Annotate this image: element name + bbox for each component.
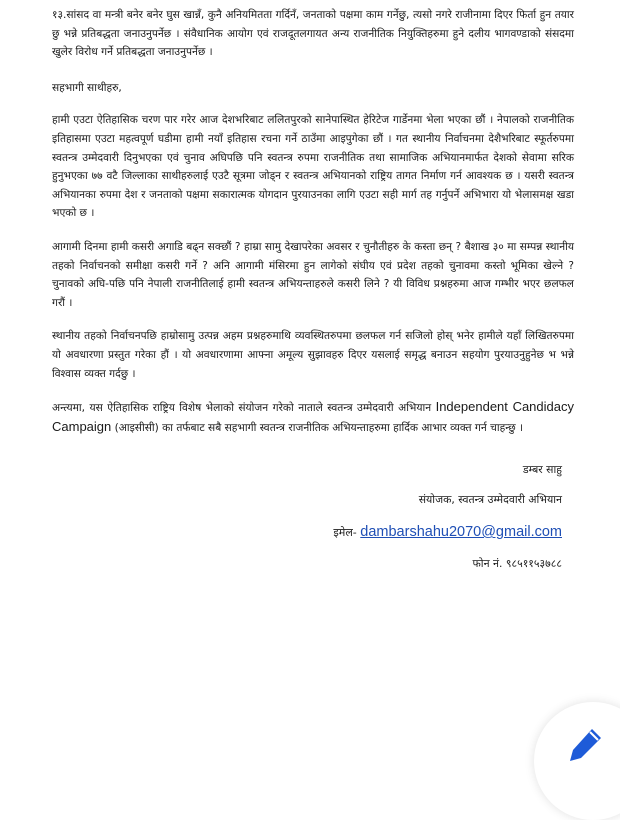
paragraph-concept: स्थानीय तहको निर्वाचनपछि हाम्रोसामु उत्पन्न अहम प्रश्नहरुमाथि व्यवस्थितरुपमा छलफल गर्न सजिलो होस् भनेर हामीले यहाँ लिखितरुपमा यो अवधारणा प्रस्तुत गरेका हौं । यो अवधारणामा आफ्ना अमूल्य सुझावहरु दिएर यसलाई समृद्ध बनाउन सहयोग पुरयाउनुहुनेछ भ भन्ने विश्वास व्यक्त गर्दछु । — [52, 330, 574, 380]
pencil-edit-icon — [566, 724, 606, 764]
email-label: इमेल- — [333, 526, 361, 539]
paragraph-closing — [52, 398, 574, 437]
document-body — [52, 6, 574, 454]
signature-phone: फोन नं. ९८५११५३७८८ — [472, 557, 562, 570]
paragraph-questions: आगामी दिनमा हामी कसरी अगाडि बढ्न सक्छौं ? हाम्रा सामु देखापरेका अवसर र चुनौतीहरु के कस्ता छन् ? बैशाख ३० मा सम्पन्न स्थानीय तहको निर्वाचनको समीक्षा कसरी गर्ने ? अनि आगामी मंसिरमा हुन लागेको संघीय एवं प्रदेश तहको चुनावमा कस्तो भूमिका खेल्ने ? चुनावको अघि-पछि पनि नेपाली राजनीतिलाई हामी स्वतन्त्र अभियन्ताहरुले कसरी लिने ? यी विविध प्रश्नहरुमा आज गम्भीर भएर छलफल गरौं । — [52, 240, 574, 309]
signature-name: डम्बर साहु — [522, 463, 562, 476]
closing-text-before: अन्त्यमा, यस ऐतिहासिक राष्ट्रिय विशेष भेलाको संयोजन गरेको नाताले स्वतन्त्र उम्मेदवारी अभियान — [52, 402, 436, 415]
closing-text-after: (आइसीसी) का तर्फबाट सबै सहभागी स्वतन्त्र राजनीतिक अभियन्ताहरुमा हार्दिक आभार व्यक्त गर्न चाहन्छु । — [111, 421, 524, 434]
paragraph-intro: हामी एउटा ऐतिहासिक चरण पार गरेर आज देशभरिबाट ललितपुरको सानेपास्थित हेरिटेज गार्डेनमा भेला भएका छौं । नेपालको राजनीतिक इतिहासमा एउटा महत्वपूर्ण घडीमा हामी नयाँ इतिहास रचना गर्ने ठाउँमा आइपुगेका छौं । गत स्थानीय निर्वाचनमा देशैभरिबाट स्फूर्तरुपमा स्वतन्त्र उम्मेदवारी दिनुभएका एवं चुनाव अघिपछि पनि स्वतन्त्र रुपमा राजनीतिक तथा सामाजिक अभियानमार्फत देशको सेवामा सरिक हुनुभएका ७७ वटै जिल्लाका साथीहरुलाई एउटै सूत्रमा जोड्न र स्वतन्त्र अभियानको राष्ट्रिय तागत निर्माण गर्न आवश्यक छ । यसरी स्वतन्त्र अभियानका रुपमा देश र जनताको पक्षमा सकारात्मक योगदान पुरयाउनका लागि एउटा सही मार्ग तह गर्नुपर्ने अभिभारा यो भेलासमक्ष खडा भएको छ । — [52, 114, 574, 220]
salutation: सहभागी साथीहरु, — [52, 81, 122, 94]
edit-fab-button[interactable] — [534, 702, 620, 820]
signature-title: संयोजक, स्वतन्त्र उम्मेदवारी अभियान — [418, 493, 562, 506]
campaign-english-name: Independent Candidacy Campaign — [52, 399, 574, 434]
signature-email-line — [333, 524, 562, 541]
paragraph-commitment: १३.सांसद वा मन्त्री बनेर बनेर घुस खान्नँ, कुनै अनियमितता गर्दिनँ, जनताको पक्षमा काम गर्नेछु, त्यसो नगरे राजीनामा दिएर फिर्ता हुन तयार छु भन्ने प्रतिबद्धता जनाउनुपर्नेछ । संवैधानिक आयोग एवं राजदूतलगायत अन्य राजनीतिक नियुक्तिहरुमा हुने दलीय भागवण्डाको संसदमा खुलेर विरोध गर्ने प्रतिबद्धता जनाउनुपर्नेछ । — [52, 9, 574, 59]
email-link[interactable]: dambarshahu2070@gmail.com — [360, 524, 562, 540]
